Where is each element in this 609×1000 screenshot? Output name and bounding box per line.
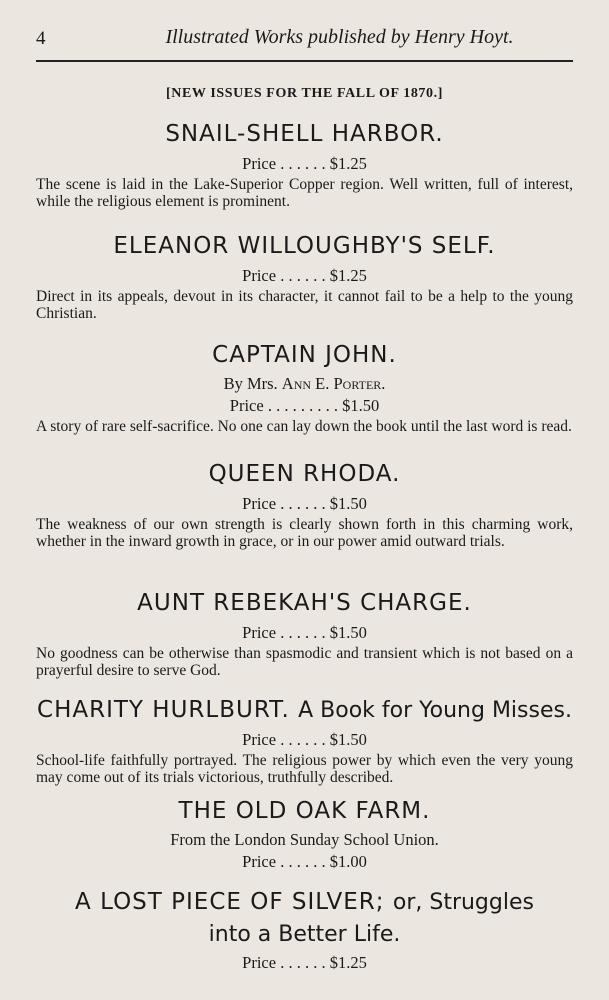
- book-entry-old-oak-farm: [36, 797, 573, 873]
- book-price: Price . . . . . . . . . $1.50: [229, 396, 380, 415]
- book-price: Price . . . . . . $1.00: [242, 852, 367, 871]
- book-description: The weakness of our own strength is clearly shown forth in this charming work, whether in the inward growth in grace, or in our power amid outward trials.: [36, 516, 573, 550]
- book-title: THE OLD OAK FARM.: [178, 798, 431, 824]
- book-subtitle-text: into a Better Life.: [208, 922, 401, 947]
- book-description: Direct in its appeals, devout in its character, it cannot fail to be a help to the young Christian.: [36, 288, 573, 322]
- page-number: 4: [36, 28, 46, 49]
- book-description: A story of rare self-sacrifice. No one can lay down the book until the last word is read.: [36, 418, 572, 435]
- book-price: Price . . . . . . $1.50: [242, 494, 367, 513]
- book-entry-aunt-rebekahs-charge: [36, 589, 573, 679]
- book-title: A LOST PIECE OF SILVER;: [75, 889, 385, 915]
- book-byline: From the London Sunday School Union.: [170, 830, 439, 849]
- book-subtitle-part2: [30, 920, 579, 949]
- book-subtitle-part1: or, Struggles: [392, 890, 534, 915]
- book-entry-snail-shell-harbor: [36, 120, 573, 210]
- page-header: [36, 26, 573, 54]
- book-price: Price . . . . . . $1.50: [242, 730, 367, 749]
- header-rule: [36, 60, 573, 62]
- issue-heading: [NEW ISSUES FOR THE FALL OF 1870.]: [166, 86, 443, 101]
- book-title: ELEANOR WILLOUGHBY'S SELF.: [113, 233, 496, 259]
- book-price: Price . . . . . . $1.25: [242, 154, 367, 173]
- book-byline: [36, 373, 573, 395]
- running-title: Illustrated Works published by Henry Hoyt.: [165, 26, 514, 48]
- book-title: SNAIL-SHELL HARBOR.: [165, 121, 444, 147]
- book-title: CAPTAIN JOHN.: [212, 342, 397, 368]
- book-title: QUEEN RHODA.: [208, 461, 401, 487]
- book-entry-lost-piece-of-silver: [30, 888, 579, 974]
- book-description: The scene is laid in the Lake-Superior Copper region. Well written, full of interest, while the religious element is prominent.: [36, 176, 573, 210]
- book-entry-queen-rhoda: [36, 460, 573, 550]
- book-subtitle: A Book for Young Misses.: [298, 698, 572, 723]
- book-description: No goodness can be otherwise than spasmodic and transient which is not based on a prayerful desire to serve God.: [36, 645, 573, 679]
- book-price: Price . . . . . . $1.25: [242, 953, 367, 972]
- book-title: CHARITY HURLBURT.: [37, 697, 290, 723]
- book-price: Price . . . . . . $1.25: [242, 266, 367, 285]
- book-description: School-life faithfully portrayed. The religious power by which even the very young may come out of its trials victorious, truthfully described.: [36, 752, 573, 786]
- author-name: Ann E. Porter.: [281, 374, 386, 393]
- book-price: Price . . . . . . $1.50: [242, 623, 367, 642]
- book-title-line: [36, 696, 573, 725]
- book-title-line: [30, 888, 579, 917]
- book-title: AUNT REBEKAH'S CHARGE.: [137, 590, 472, 616]
- book-entry-captain-john: [36, 341, 573, 435]
- book-entry-charity-hurlburt: [36, 696, 573, 786]
- book-entry-eleanor-willoughby: [36, 232, 573, 322]
- byline-prefix: By Mrs.: [223, 374, 278, 393]
